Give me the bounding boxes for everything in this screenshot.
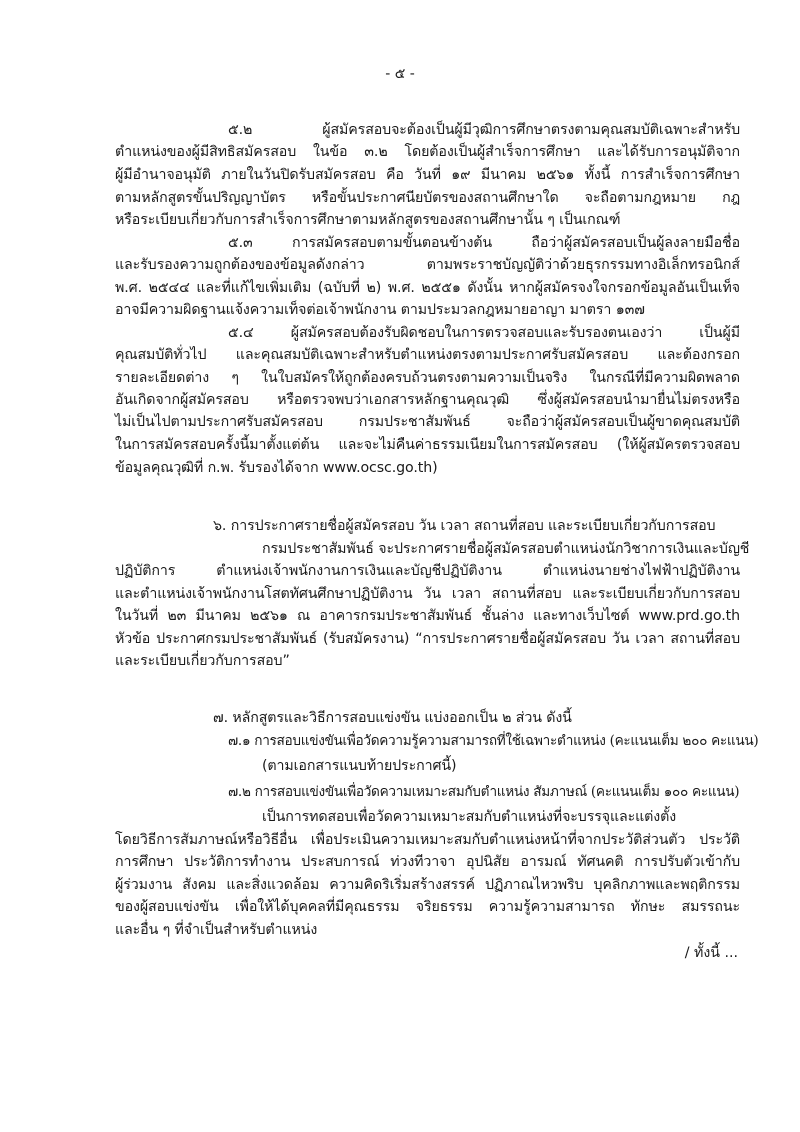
- section-7-2-line: โดยวิธีการสัมภาษณ์หรือวิธีอื่น เพื่อประเมินความเหมาะสมกับตำแหน่งหน้าที่จากประวัติส่วนตัว ประวัติ: [115, 832, 740, 848]
- section-6-heading: ๖. การประกาศรายชื่อผู้สมัครสอบ วัน เวลา สถานที่สอบ และระเบียบเกี่ยวกับการสอบ: [213, 518, 716, 534]
- section-5-3-line: พ.ศ. ๒๕๔๔ และที่แก้ไขเพิ่มเติม (ฉบับที่ ๒) พ.ศ. ๒๕๕๑ ดังนั้น หากผู้สมัครจงใจกรอกข้อมูลอันเป็นเท็จ: [115, 280, 740, 296]
- section-5-4-line: คุณสมบัติทั่วไป และคุณสมบัติเฉพาะสำหรับตำแหน่งตรงตามประกาศรับสมัครสอบ และต้องกรอก: [115, 347, 740, 363]
- section-7-2-line: เป็นการทดสอบเพื่อวัดความเหมาะสมกับตำแหน่งที่จะบรรจุและแต่งตั้ง: [262, 809, 677, 825]
- section-5-2-line: ตามหลักสูตรขั้นปริญญาบัตร หรือขั้นประกาศนียบัตรของสถานศึกษาใด จะถือตามกฎหมาย กฎ: [115, 190, 740, 206]
- section-6-line: หัวข้อ ประกาศกรมประชาสัมพันธ์ (รับสมัครงาน) “การประกาศรายชื่อผู้สมัครสอบ วัน เวลา สถานที่สอบ: [115, 631, 740, 647]
- section-7-1-item: ๗.๑ การสอบแข่งขันเพื่อวัดความรู้ความสามารถที่ใช้เฉพาะตำแหน่ง (คะแนนเต็ม ๒๐๐ คะแนน): [228, 733, 759, 749]
- section-6-line: และระเบียบเกี่ยวกับการสอบ”: [115, 653, 290, 669]
- page-number: - ๕ -: [385, 66, 415, 82]
- section-5-3-line: และรับรองความถูกต้องของข้อมูลดังกล่าว ตามพระราชบัญญัติว่าด้วยธุรกรรมทางอิเล็กทรอนิกส์: [115, 257, 740, 273]
- section-7-2-line: ของผู้สอบแข่งขัน เพื่อให้ได้บุคคลที่มีคุณธรรม จริยธรรม ความรู้ความสามารถ ทักษะ สมรรถนะ: [115, 899, 740, 915]
- section-6-line: กรมประชาสัมพันธ์ จะประกาศรายชื่อผู้สมัครสอบตำแหน่งนักวิชาการเงินและบัญชี: [262, 541, 750, 557]
- section-5-4-line: รายละเอียดต่าง ๆ ในใบสมัครให้ถูกต้องครบถ้วนตรงตามความเป็นจริง ในกรณีที่มีความผิดพลาด: [115, 370, 740, 386]
- section-6-line: ในวันที่ ๒๓ มีนาคม ๒๕๖๑ ณ อาคารกรมประชาสัมพันธ์ ชั้นล่าง และทางเว็บไซต์ www.prd.go.th: [115, 608, 740, 624]
- section-5-4-line: ข้อมูลคุณวุฒิที่ ก.พ. รับรองได้จาก www.ocsc.go.th): [115, 460, 438, 476]
- section-5-3-line: ๕.๓ การสมัครสอบตามขั้นตอนข้างต้น ถือว่าผู้สมัครสอบเป็นผู้ลงลายมือชื่อ: [228, 235, 740, 251]
- section-6-line: ปฏิบัติการ ตำแหน่งเจ้าพนักงานการเงินและบัญชีปฏิบัติงาน ตำแหน่งนายช่างไฟฟ้าปฏิบัติงาน: [115, 563, 740, 579]
- section-6-line: และตำแหน่งเจ้าพนักงานโสตทัศนศึกษาปฏิบัติงาน วัน เวลา สถานที่สอบ และระเบียบเกี่ยวกับการสอบ: [115, 586, 740, 602]
- section-5-4-line: อันเกิดจากผู้สมัครสอบ หรือตรวจพบว่าเอกสารหลักฐานคุณวุฒิ ซึ่งผู้สมัครสอบนำมายื่นไม่ตรงหรือ: [115, 392, 740, 408]
- section-5-4-line: ไม่เป็นไปตามประกาศรับสมัครสอบ กรมประชาสัมพันธ์ จะถือว่าผู้สมัครสอบเป็นผู้ขาดคุณสมบัติ: [115, 414, 740, 430]
- section-5-2-line: ตำแหน่งของผู้มีสิทธิสมัครสอบ ในข้อ ๓.๒ โดยต้องเป็นผู้สำเร็จการศึกษา และได้รับการอนุมัติจาก: [115, 144, 740, 160]
- section-5-2-line: ผู้มีอำนาจอนุมัติ ภายในวันปิดรับสมัครสอบ คือ วันที่ ๑๙ มีนาคม ๒๕๖๑ ทั้งนี้ การสำเร็จการศึกษา: [115, 167, 740, 183]
- section-7-heading: ๗. หลักสูตรและวิธีการสอบแข่งขัน แบ่งออกเป็น ๒ ส่วน ดังนี้: [213, 710, 572, 726]
- section-7-2-line: ผู้ร่วมงาน สังคม และสิ่งแวดล้อม ความคิดริเริ่มสร้างสรรค์ ปฏิภาณไหวพริบ บุคลิกภาพและพฤติกรรม: [115, 877, 740, 893]
- section-7-1-note: (ตามเอกสารแนบท้ายประกาศนี้): [262, 758, 457, 774]
- section-7-2-item: ๗.๒ การสอบแข่งขันเพื่อวัดความเหมาะสมกับตำแหน่ง สัมภาษณ์ (คะแนนเต็ม ๑๐๐ คะแนน): [228, 784, 740, 800]
- continuation-marker: / ทั้งนี้ ...: [684, 945, 738, 961]
- section-5-4-line: ในการสมัครสอบครั้งนี้มาตั้งแต่ต้น และจะไม่คืนค่าธรรมเนียมในการสมัครสอบ (ให้ผู้สมัครตรวจสอบ: [115, 437, 740, 453]
- section-5-2-line: หรือระเบียบเกี่ยวกับการสำเร็จการศึกษาตามหลักสูตรของสถานศึกษานั้น ๆ เป็นเกณฑ์: [115, 212, 621, 228]
- section-5-3-line: อาจมีความผิดฐานแจ้งความเท็จต่อเจ้าพนักงาน ตามประมวลกฎหมายอาญา มาตรา ๑๓๗: [115, 302, 645, 318]
- section-7-2-line: และอื่น ๆ ที่จำเป็นสำหรับตำแหน่ง: [115, 922, 318, 938]
- section-5-2-line: ๕.๒ ผู้สมัครสอบจะต้องเป็นผู้มีวุฒิการศึกษาตรงตามคุณสมบัติเฉพาะสำหรับ: [228, 122, 740, 138]
- section-5-4-line: ๕.๔ ผู้สมัครสอบต้องรับผิดชอบในการตรวจสอบและรับรองตนเองว่า เป็นผู้มี: [228, 325, 740, 341]
- section-7-2-line: การศึกษา ประวัติการทำงาน ประสบการณ์ ท่วงทีวาจา อุปนิสัย อารมณ์ ทัศนคติ การปรับตัวเข้ากับ: [115, 854, 740, 870]
